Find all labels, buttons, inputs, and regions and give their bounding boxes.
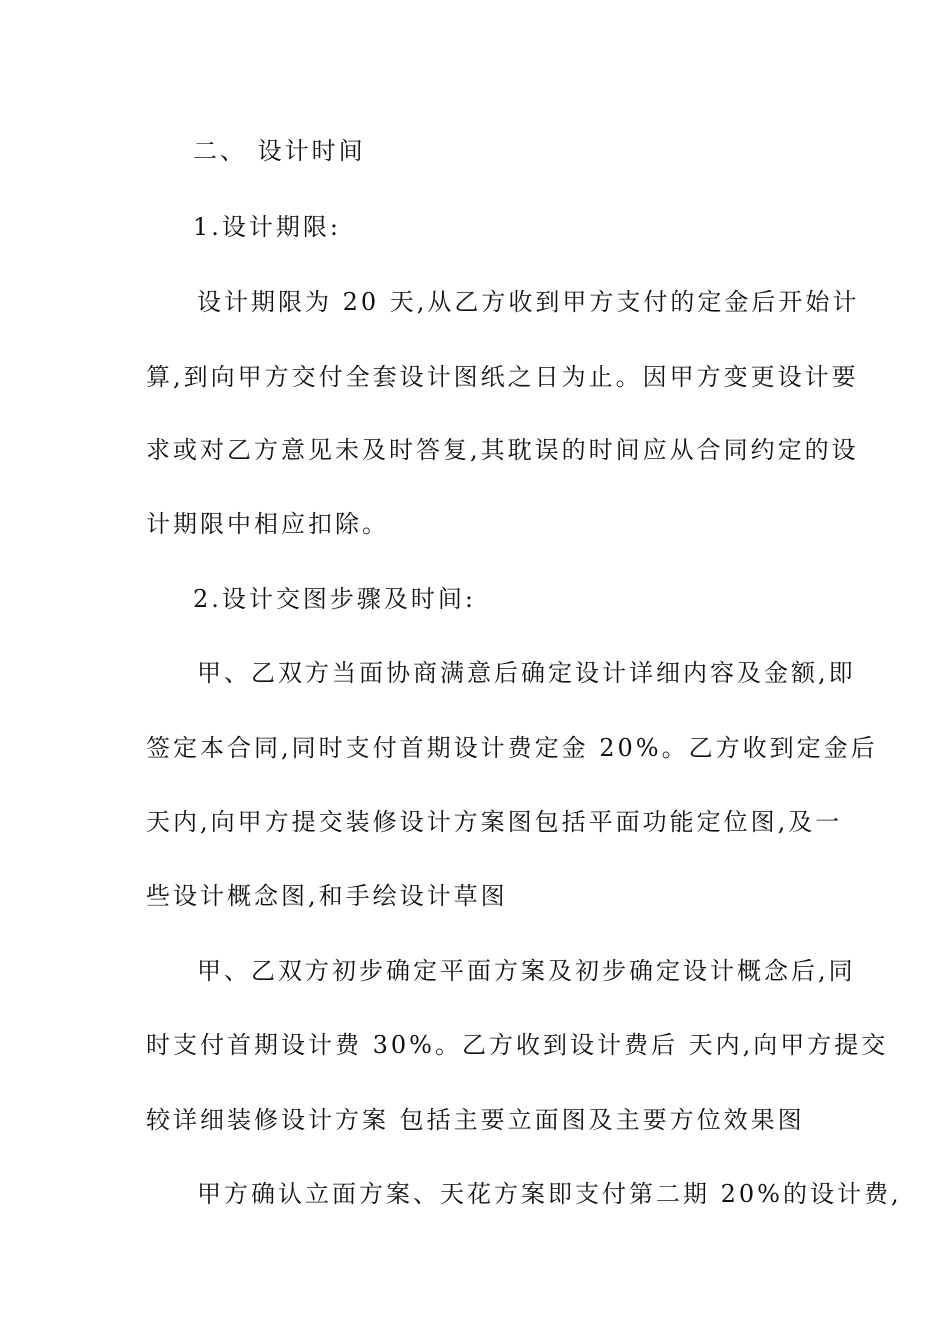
paragraph-line: 甲、乙双方初步确定平面方案及初步确定设计概念后,同 <box>197 957 856 985</box>
paragraph-line: 算,到向甲方交付全套设计图纸之日为止。因甲方变更设计要 <box>146 363 859 391</box>
paragraph-line: 些设计概念图,和手绘设计草图 <box>146 882 508 910</box>
subheading-design-period: 1.设计期限: <box>193 213 341 241</box>
section-heading-design-time: 二、 设计时间 <box>193 137 366 165</box>
paragraph-line: 求或对乙方意见未及时答复,其耽误的时间应从合同约定的设 <box>146 436 859 464</box>
paragraph-line: 甲、乙双方当面协商满意后确定设计详细内容及金额,即 <box>197 659 856 687</box>
subheading-delivery-steps: 2.设计交图步骤及时间: <box>193 585 476 613</box>
paragraph-line: 计期限中相应扣除。 <box>146 510 389 538</box>
paragraph-line: 天内,向甲方提交装修设计方案图包括平面功能定位图,及一 <box>146 808 843 836</box>
paragraph-line: 设计期限为 20 天,从乙方收到甲方支付的定金后开始计 <box>197 288 860 316</box>
paragraph-line: 时支付首期设计费 30%。乙方收到设计费后 天内,向甲方提交 <box>146 1031 889 1059</box>
paragraph-line: 甲方确认立面方案、天花方案即支付第二期 20%的设计费, <box>197 1180 902 1208</box>
paragraph-line: 签定本合同,同时支付首期设计费定金 20%。乙方收到定金后 <box>146 734 878 762</box>
paragraph-line: 较详细装修设计方案 包括主要立面图及主要方位效果图 <box>146 1106 805 1134</box>
